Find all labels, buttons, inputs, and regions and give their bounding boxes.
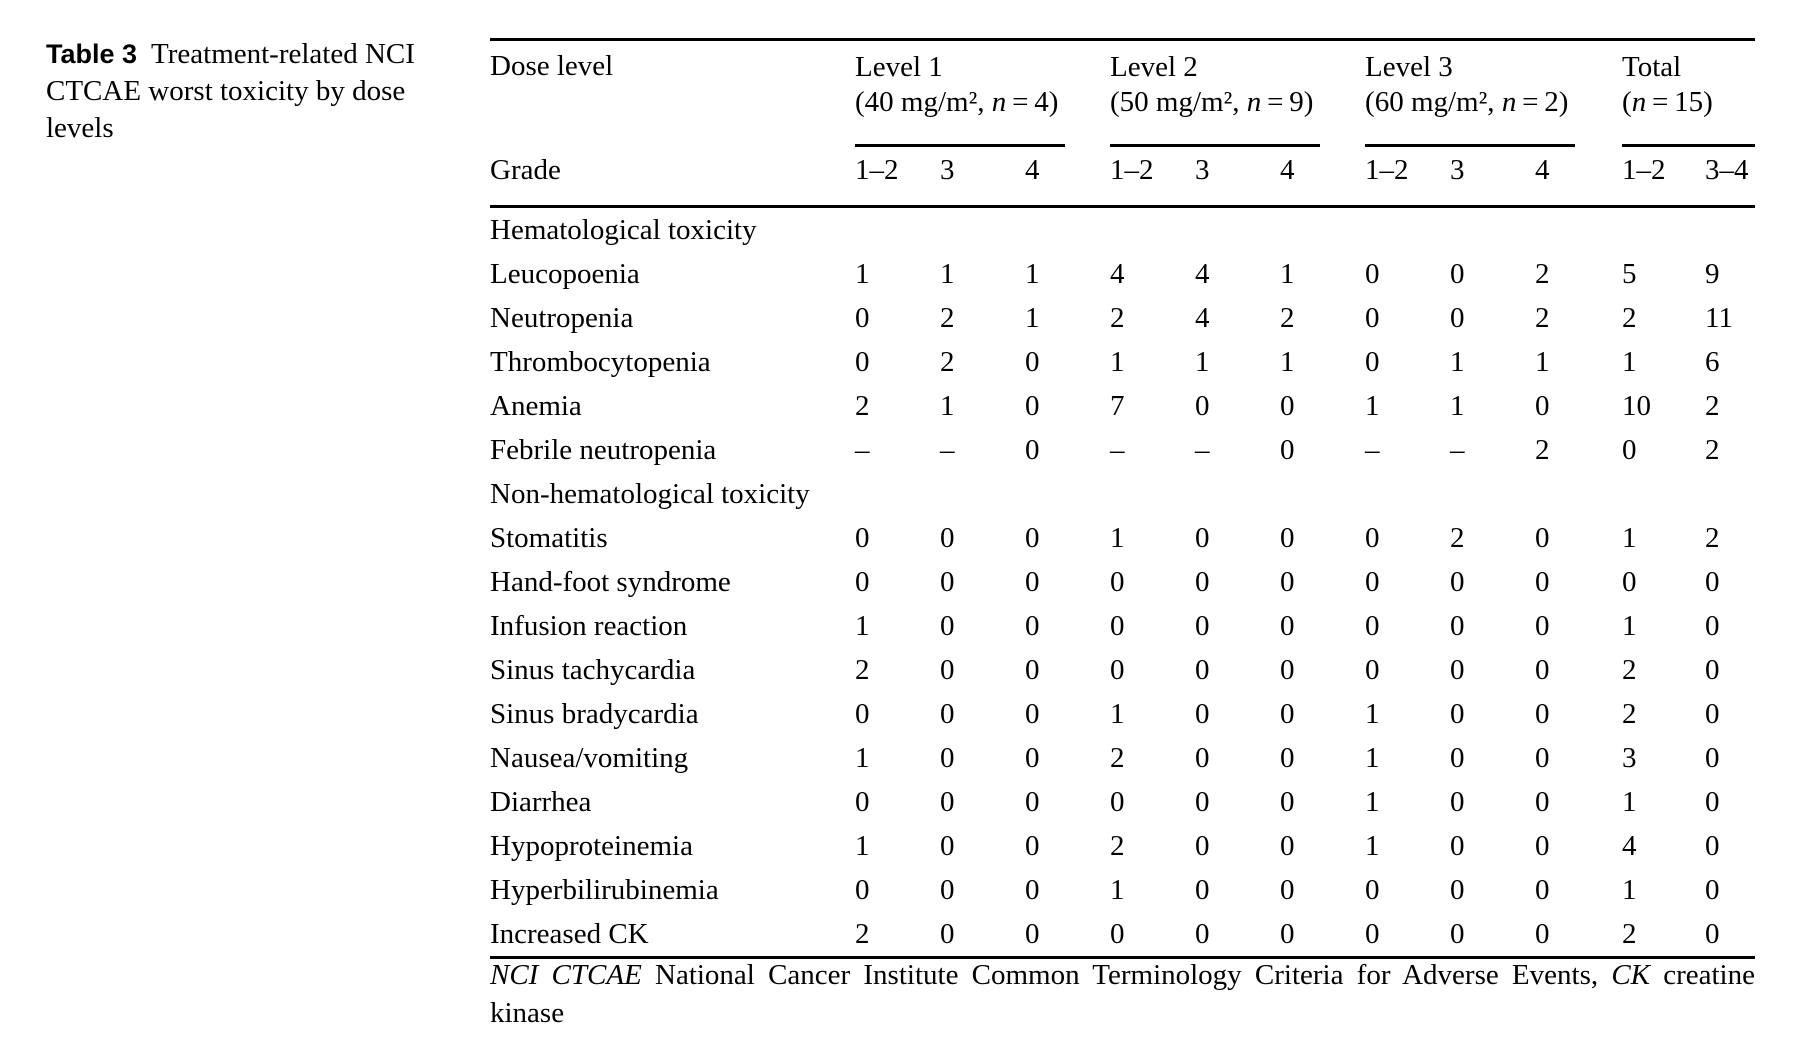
grade-col: 4 [1280,147,1365,207]
row-label: Sinus tachycardia [490,653,696,686]
value-cell: 0 [1195,653,1210,686]
group-name: Level 1 [855,51,943,83]
stub-header [490,40,855,148]
value-cell: 9 [1705,257,1720,290]
value-cell: 2 [1110,829,1125,862]
value-cell: 0 [1450,565,1465,598]
section-row [490,207,1755,253]
value-cell: 0 [1365,301,1380,334]
value-cell: 0 [1280,785,1295,818]
table-body [490,207,1755,958]
table-row [490,912,1755,958]
value-cell: 0 [1110,785,1125,818]
value-cell: 0 [1365,345,1380,378]
value-cell: 1 [1025,257,1040,290]
value-cell: 2 [1535,257,1550,290]
value-cell: 5 [1622,257,1637,290]
table-row [490,384,1755,428]
value-cell: 2 [1705,389,1720,422]
section-label: Non-hematological toxicity [490,477,810,510]
value-cell: 2 [855,912,940,958]
table-row [490,824,1755,868]
value-cell: 0 [855,873,870,906]
row-label: Hand-foot syndrome [490,565,731,598]
n-label: n [1246,86,1262,118]
value-cell: 1 [1110,521,1125,554]
value-cell: 0 [855,345,870,378]
value-cell: 2 [1450,521,1465,554]
value-cell: 0 [1195,609,1210,642]
value-cell: 1 [1365,829,1380,862]
value-cell: 0 [1025,389,1040,422]
value-cell: 0 [1280,741,1295,774]
value-cell: 0 [855,785,870,818]
toxicity-table [490,38,1755,959]
table-row [490,604,1755,648]
value-cell: 0 [1705,785,1720,818]
value-cell: 0 [1280,609,1295,642]
spanner-rule [1622,144,1755,147]
value-cell: – [855,433,870,466]
value-cell: 0 [1705,697,1720,730]
grade-col: 4 [1535,147,1622,207]
group-name: Level 3 [1365,51,1453,83]
row-label: Diarrhea [490,785,592,818]
row-label: Febrile neutropenia [490,433,717,466]
value-cell: 1 [1110,873,1125,906]
value-cell: 1 [1535,345,1550,378]
value-cell: 2 [1622,697,1637,730]
group-header-level3 [1365,40,1622,148]
value-cell: 0 [1280,565,1295,598]
table-caption [46,36,458,147]
value-cell: 0 [1450,912,1535,958]
value-cell: 2 [855,653,870,686]
value-cell: 0 [1622,565,1637,598]
value-cell: 0 [1195,565,1210,598]
value-cell: 0 [940,697,955,730]
table-row [490,340,1755,384]
value-cell: 0 [1365,609,1380,642]
value-cell: 0 [1705,741,1720,774]
table-row [490,428,1755,472]
value-cell: 2 [1535,433,1550,466]
value-cell: 1 [1622,345,1637,378]
value-cell: 0 [1450,301,1465,334]
value-cell: 0 [1450,741,1465,774]
value-cell: 0 [1535,609,1550,642]
value-cell: 0 [1450,697,1465,730]
value-cell: 7 [1110,389,1125,422]
value-cell: 1 [1365,697,1380,730]
grade-header: Grade [490,147,855,207]
value-cell: 2 [1705,433,1720,466]
value-cell: 1 [1622,785,1637,818]
value-cell: 0 [1450,653,1465,686]
dose-text: (40 mg/m², [855,86,992,118]
spanner-rule [855,144,1065,147]
value-cell: 0 [1535,521,1550,554]
value-cell: 1 [940,257,955,290]
n-label: n [991,86,1007,118]
value-cell: 0 [1025,873,1040,906]
section-label: Hematological toxicity [490,213,757,246]
value-cell: 2 [855,389,870,422]
grade-col: 1–2 [855,147,940,207]
value-cell: 0 [940,565,955,598]
value-cell: 11 [1705,301,1733,334]
value-cell: 0 [1280,433,1295,466]
value-cell: 1 [855,609,870,642]
value-cell: 0 [1025,521,1040,554]
value-cell: 0 [1195,521,1210,554]
value-cell: – [940,433,955,466]
value-cell: 0 [940,741,955,774]
value-cell: 0 [1280,829,1295,862]
dose-text: (60 mg/m², [1365,86,1502,118]
value-cell: 0 [1195,873,1210,906]
value-cell: 0 [1280,521,1295,554]
value-cell: 1 [855,257,870,290]
header-row-grade [490,147,1755,207]
group-dose [1365,85,1622,120]
grade-col: 1–2 [1365,147,1450,207]
footnote-line-1 [490,956,1755,994]
grade-col: 1–2 [1110,147,1195,207]
value-cell: 0 [1365,912,1450,958]
value-cell: 0 [855,301,870,334]
value-cell: 0 [1025,565,1040,598]
value-cell: 2 [1535,301,1550,334]
value-cell: 0 [1705,653,1720,686]
value-cell: 4 [1110,257,1125,290]
grade-col: 1–2 [1622,147,1705,207]
table-row [490,692,1755,736]
value-cell: 0 [1450,609,1465,642]
value-cell: 0 [1110,565,1125,598]
grade-col: 3 [940,147,1025,207]
value-cell: 0 [1365,653,1380,686]
value-cell: 1 [1280,345,1295,378]
value-cell: 2 [1280,301,1295,334]
value-cell: 0 [1195,829,1210,862]
row-label: Hyperbilirubinemia [490,873,719,906]
value-cell: 1 [1450,345,1465,378]
grade-col: 3 [1195,147,1280,207]
value-cell: 0 [1365,873,1380,906]
value-cell: – [1450,433,1465,466]
n-value: = 4) [1006,86,1059,118]
value-cell: 1 [1365,741,1380,774]
value-cell: 0 [1110,912,1195,958]
footnote [490,956,1755,1032]
value-cell: 2 [1110,741,1125,774]
value-cell: 0 [940,785,955,818]
footnote-segment: National Cancer Institute Common Terminology Criteria for Adverse Events, [641,959,1612,991]
value-cell: 1 [1365,389,1380,422]
value-cell: 0 [1535,697,1550,730]
value-cell: 0 [1025,653,1040,686]
table-row [490,252,1755,296]
value-cell: 0 [1195,785,1210,818]
row-label: Leucopoenia [490,257,640,290]
value-cell: 2 [1705,521,1720,554]
n-value: = 9) [1261,86,1314,118]
row-label: Nausea/vomiting [490,741,689,774]
value-cell: 1 [855,741,870,774]
value-cell: 1 [1195,345,1210,378]
value-cell: 0 [1195,741,1210,774]
value-cell: – [1195,433,1210,466]
value-cell: 0 [1365,565,1380,598]
value-cell: 0 [1025,433,1040,466]
caption-text: Treatment-related NCI CTCAE worst toxicity by dose levels [46,38,415,144]
row-label: Increased CK [490,912,855,958]
value-cell: 0 [855,697,870,730]
value-cell: 0 [1365,521,1380,554]
group-header-level1 [855,40,1110,148]
n-label: n [1631,86,1647,118]
table-row [490,648,1755,692]
row-label: Sinus bradycardia [490,697,699,730]
row-label: Anemia [490,389,582,422]
value-cell: 1 [855,829,870,862]
n-label: n [1501,86,1517,118]
value-cell: 2 [940,345,955,378]
table-container [490,38,1755,959]
spanner-rule [1365,144,1575,147]
group-header-total [1622,40,1755,148]
value-cell: 0 [1025,785,1040,818]
row-label: Neutropenia [490,301,634,334]
value-cell: 0 [1280,389,1295,422]
value-cell: 1 [1110,345,1125,378]
value-cell: 0 [940,521,955,554]
row-label: Stomatitis [490,521,608,554]
caption-label: Table 3 [46,39,138,69]
value-cell: 0 [1535,653,1550,686]
table-row [490,516,1755,560]
value-cell: 0 [1450,829,1465,862]
value-cell: 2 [1622,912,1705,958]
value-cell: 0 [1705,873,1720,906]
value-cell: 0 [1535,741,1550,774]
n-value: = 2) [1516,86,1569,118]
value-cell: 0 [1280,912,1365,958]
row-label: Hypoproteinemia [490,829,693,862]
value-cell: 2 [1622,301,1637,334]
footnote-segment: kinase [490,997,565,1029]
value-cell: 0 [1280,653,1295,686]
value-cell: 1 [940,389,955,422]
table-row [490,868,1755,912]
value-cell: 0 [1535,565,1550,598]
stub-header-label: Dose level [490,50,614,82]
dose-text: ( [1622,86,1632,118]
dose-text: (50 mg/m², [1110,86,1247,118]
value-cell: 0 [1535,785,1550,818]
table-row [490,296,1755,340]
value-cell: 2 [940,301,955,334]
value-cell: 10 [1622,389,1652,422]
value-cell: 1 [1622,609,1637,642]
value-cell: 3 [1622,741,1637,774]
group-name: Total [1622,51,1682,83]
value-cell: 0 [940,653,955,686]
value-cell: 0 [1025,345,1040,378]
value-cell: 0 [1280,697,1295,730]
group-dose [1622,85,1755,120]
value-cell: 6 [1705,345,1720,378]
grade-col: 3–4 [1705,147,1755,207]
grade-col: 4 [1025,147,1110,207]
grade-col: 3 [1450,147,1535,207]
group-dose [1110,85,1365,120]
value-cell: 0 [1025,609,1040,642]
value-cell: 1 [1622,521,1637,554]
value-cell: 0 [1195,389,1210,422]
value-cell: – [1365,433,1380,466]
value-cell: 0 [1450,785,1465,818]
value-cell: 2 [1622,653,1637,686]
value-cell: 1 [1450,389,1465,422]
n-value: = 15) [1646,86,1713,118]
value-cell: 4 [1622,829,1637,862]
value-cell: 0 [1535,873,1550,906]
value-cell: 0 [1535,912,1622,958]
value-cell: 0 [1705,565,1720,598]
value-cell: 0 [1025,912,1110,958]
value-cell: 0 [1195,912,1280,958]
footnote-segment: creatine [1650,959,1755,991]
value-cell: 0 [1110,653,1125,686]
value-cell: 0 [1535,829,1550,862]
group-name: Level 2 [1110,51,1198,83]
value-cell: 0 [1705,829,1720,862]
value-cell: 1 [1025,301,1040,334]
footnote-line-2 [490,994,1755,1032]
value-cell: 0 [1705,609,1720,642]
value-cell: 0 [1025,829,1040,862]
section-row [490,472,1755,516]
row-label: Thrombocytopenia [490,345,711,378]
spanner-rule [1110,144,1320,147]
value-cell: 0 [940,829,955,862]
value-cell: – [1110,433,1125,466]
footnote-segment: NCI CTCAE [490,959,642,991]
footnote-segment: CK [1611,959,1651,991]
value-cell: 0 [1280,873,1295,906]
value-cell: 0 [1025,697,1040,730]
value-cell: 0 [1025,741,1040,774]
group-header-level2 [1110,40,1365,148]
value-cell: 4 [1195,257,1210,290]
value-cell: 0 [940,912,1025,958]
value-cell: 2 [1110,301,1125,334]
row-label: Infusion reaction [490,609,688,642]
table-row [490,736,1755,780]
table-row [490,780,1755,824]
value-cell: 0 [1622,433,1637,466]
value-cell: 1 [1280,257,1295,290]
value-cell: 0 [1110,609,1125,642]
value-cell: 0 [1450,257,1465,290]
value-cell: 0 [1195,697,1210,730]
value-cell: 4 [1195,301,1210,334]
value-cell: 1 [1622,873,1637,906]
value-cell: 0 [1365,257,1380,290]
value-cell: 0 [940,609,955,642]
header-row-top [490,40,1755,148]
value-cell: 0 [940,873,955,906]
value-cell: 0 [855,521,870,554]
value-cell: 0 [1705,912,1755,958]
group-dose [855,85,1110,120]
table-row [490,560,1755,604]
value-cell: 0 [1535,389,1550,422]
value-cell: 1 [1365,785,1380,818]
value-cell: 0 [855,565,870,598]
value-cell: 0 [1450,873,1465,906]
value-cell: 1 [1110,697,1125,730]
